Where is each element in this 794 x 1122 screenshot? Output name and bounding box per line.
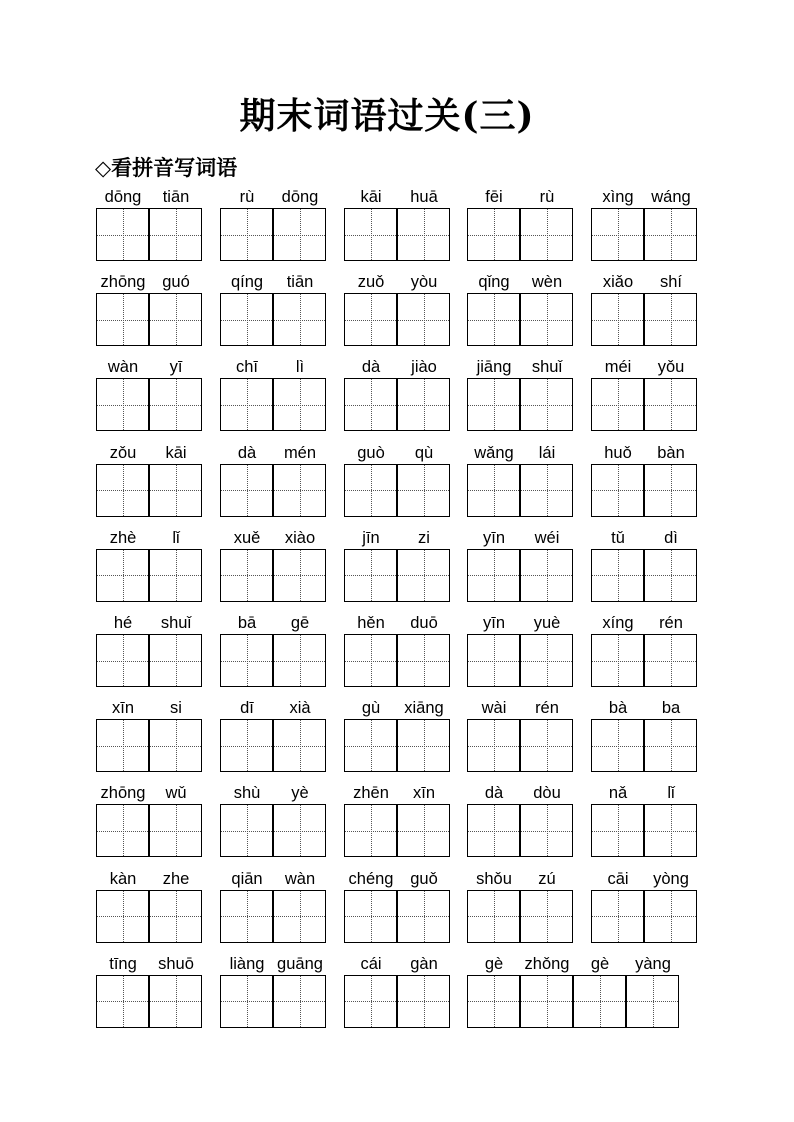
pinyin-syllable: xīn xyxy=(111,699,134,718)
writing-cell[interactable] xyxy=(149,549,202,602)
pinyin-syllable: rén xyxy=(659,614,683,632)
pinyin-syllable: rén xyxy=(535,699,559,718)
writing-cell[interactable] xyxy=(591,378,644,431)
writing-cell[interactable] xyxy=(344,464,397,517)
pinyin-syllable: si xyxy=(170,699,182,718)
pinyin-syllable: hé xyxy=(113,614,133,632)
pinyin-syllable: shǒu xyxy=(476,869,512,888)
pinyin-syllable: wàn xyxy=(107,358,139,377)
pinyin-syllable: dī xyxy=(240,699,254,718)
pinyin-syllable: shuǐ xyxy=(531,358,563,377)
writing-cell[interactable] xyxy=(149,975,202,1028)
pinyin-syllable: dōng xyxy=(104,188,142,206)
pinyin-syllable: yīn xyxy=(482,614,505,632)
pinyin-syllable: dōng xyxy=(281,188,319,206)
pinyin-syllable: xuě xyxy=(233,528,261,547)
pinyin-syllable: guǒ xyxy=(410,869,438,888)
pinyin-syllable: wài xyxy=(481,699,507,718)
pinyin-syllable: dà xyxy=(361,358,381,377)
pinyin-syllable: zhe xyxy=(162,869,190,888)
pinyin-syllable: wèn xyxy=(531,273,563,292)
pinyin-syllable: xià xyxy=(289,699,311,718)
pinyin-syllable: kāi xyxy=(165,443,187,462)
pinyin-syllable: mén xyxy=(283,443,317,462)
writing-cell[interactable] xyxy=(96,804,149,857)
pinyin-syllable: zǒu xyxy=(109,443,137,462)
writing-cell[interactable] xyxy=(344,549,397,602)
pinyin-syllable: bà xyxy=(608,699,628,718)
pinyin-syllable: fēi xyxy=(485,188,503,206)
writing-cell[interactable] xyxy=(573,975,626,1028)
pinyin-syllable: lì xyxy=(295,358,305,377)
writing-cell[interactable] xyxy=(273,804,326,857)
pinyin-syllable: kāi xyxy=(360,188,382,206)
writing-cell[interactable] xyxy=(96,890,149,943)
pinyin-syllable: rù xyxy=(539,188,555,206)
pinyin-syllable: kàn xyxy=(109,869,137,888)
writing-cell[interactable] xyxy=(644,464,697,517)
pinyin-syllable: jiào xyxy=(411,358,437,377)
writing-cell[interactable] xyxy=(220,719,273,772)
pinyin-syllable: dà xyxy=(484,784,504,803)
pinyin-syllable: qù xyxy=(414,443,434,462)
writing-cell[interactable] xyxy=(220,804,273,857)
pinyin-syllable: yòu xyxy=(410,273,438,292)
pinyin-syllable: tǔ xyxy=(611,528,625,547)
pinyin-syllable: liàng xyxy=(229,954,265,973)
writing-cell[interactable] xyxy=(644,293,697,346)
writing-cell[interactable] xyxy=(591,890,644,943)
pinyin-syllable: huā xyxy=(410,188,438,206)
pinyin-syllable: dì xyxy=(664,528,678,547)
pinyin-syllable: rù xyxy=(239,188,255,206)
pinyin-syllable: zhōng xyxy=(100,273,146,292)
pinyin-syllable: xiǎo xyxy=(602,273,634,292)
writing-cell[interactable] xyxy=(96,549,149,602)
writing-cell[interactable] xyxy=(520,464,573,517)
pinyin-syllable: cāi xyxy=(607,869,629,888)
pinyin-syllable: wǎng xyxy=(474,443,514,462)
pinyin-syllable: zuǒ xyxy=(357,273,385,292)
writing-cell[interactable] xyxy=(149,719,202,772)
pinyin-syllable: xīn xyxy=(412,784,435,803)
pinyin-syllable: xìng xyxy=(602,188,634,206)
writing-cell[interactable] xyxy=(520,378,573,431)
pinyin-syllable: lái xyxy=(538,443,556,462)
pinyin-syllable: gù xyxy=(361,699,381,718)
pinyin-syllable: shuǐ xyxy=(160,614,192,632)
pinyin-syllable: tīng xyxy=(109,954,137,973)
writing-cell[interactable] xyxy=(273,634,326,687)
writing-cell[interactable] xyxy=(644,378,697,431)
pinyin-syllable: zi xyxy=(418,528,430,547)
pinyin-syllable: zú xyxy=(538,869,556,888)
writing-cell[interactable] xyxy=(644,890,697,943)
writing-cell[interactable] xyxy=(520,208,573,261)
writing-cell[interactable] xyxy=(273,719,326,772)
writing-cell[interactable] xyxy=(467,804,520,857)
writing-cell[interactable] xyxy=(273,549,326,602)
writing-cell[interactable] xyxy=(96,293,149,346)
writing-cell[interactable] xyxy=(520,975,573,1028)
writing-cell[interactable] xyxy=(273,975,326,1028)
writing-cell[interactable] xyxy=(220,975,273,1028)
writing-cell[interactable] xyxy=(96,634,149,687)
writing-cell[interactable] xyxy=(149,378,202,431)
pinyin-syllable: yī xyxy=(169,358,183,377)
writing-cell[interactable] xyxy=(397,890,450,943)
writing-cell[interactable] xyxy=(644,634,697,687)
writing-cell[interactable] xyxy=(220,890,273,943)
writing-cell[interactable] xyxy=(149,634,202,687)
writing-cell[interactable] xyxy=(397,634,450,687)
pinyin-syllable: wàn xyxy=(284,869,316,888)
writing-cell[interactable] xyxy=(520,890,573,943)
pinyin-syllable: guò xyxy=(357,443,385,462)
writing-cell[interactable] xyxy=(591,804,644,857)
writing-cell[interactable] xyxy=(644,804,697,857)
pinyin-syllable: chéng xyxy=(348,869,394,888)
writing-cell[interactable] xyxy=(626,975,679,1028)
writing-cell[interactable] xyxy=(96,378,149,431)
pinyin-syllable: jiāng xyxy=(476,358,512,377)
writing-cell[interactable] xyxy=(149,464,202,517)
pinyin-syllable: bàn xyxy=(657,443,685,462)
writing-cell[interactable] xyxy=(467,975,520,1028)
writing-cell[interactable] xyxy=(397,208,450,261)
writing-cell[interactable] xyxy=(96,464,149,517)
pinyin-syllable: ba xyxy=(661,699,681,718)
pinyin-syllable: dòu xyxy=(533,784,561,803)
pinyin-syllable: zhǒng xyxy=(524,954,570,973)
writing-cell[interactable] xyxy=(96,208,149,261)
writing-cell[interactable] xyxy=(591,719,644,772)
writing-cell[interactable] xyxy=(520,719,573,772)
pinyin-syllable: cái xyxy=(360,954,382,973)
pinyin-syllable: tiān xyxy=(162,188,190,206)
pinyin-syllable: nǎ xyxy=(608,784,628,803)
writing-cell[interactable] xyxy=(591,634,644,687)
pinyin-syllable: zhōng xyxy=(100,784,146,803)
pinyin-syllable: shuō xyxy=(158,954,194,973)
pinyin-syllable: yè xyxy=(291,784,309,803)
pinyin-syllable: tiān xyxy=(286,273,314,292)
writing-cell[interactable] xyxy=(467,549,520,602)
writing-cell[interactable] xyxy=(96,975,149,1028)
pinyin-syllable: shí xyxy=(659,273,682,292)
writing-cell[interactable] xyxy=(220,378,273,431)
pinyin-syllable: gè xyxy=(484,954,504,973)
pinyin-syllable: lǐ xyxy=(172,528,180,547)
pinyin-syllable: wéi xyxy=(534,528,560,547)
writing-cell[interactable] xyxy=(591,293,644,346)
pinyin-syllable: wáng xyxy=(651,188,691,206)
pinyin-syllable: gē xyxy=(290,614,310,632)
writing-cell[interactable] xyxy=(96,719,149,772)
pinyin-syllable: zhè xyxy=(109,528,137,547)
pinyin-syllable: lǐ xyxy=(667,784,675,803)
pinyin-syllable: yuè xyxy=(533,614,561,632)
pinyin-syllable: xíng xyxy=(602,614,634,632)
writing-cell[interactable] xyxy=(344,293,397,346)
writing-cell[interactable] xyxy=(273,890,326,943)
pinyin-syllable: huǒ xyxy=(604,443,632,462)
writing-cell[interactable] xyxy=(644,208,697,261)
pinyin-syllable: shù xyxy=(233,784,261,803)
writing-cell[interactable] xyxy=(397,293,450,346)
writing-cell[interactable] xyxy=(467,208,520,261)
writing-cell[interactable] xyxy=(344,634,397,687)
pinyin-syllable: bā xyxy=(237,614,257,632)
pinyin-syllable: qíng xyxy=(230,273,264,292)
pinyin-syllable: chī xyxy=(235,358,258,377)
writing-cell[interactable] xyxy=(591,464,644,517)
writing-cell[interactable] xyxy=(397,464,450,517)
writing-cell[interactable] xyxy=(149,293,202,346)
writing-cell[interactable] xyxy=(344,890,397,943)
pinyin-syllable: duō xyxy=(410,614,438,632)
pinyin-syllable: yàng xyxy=(635,954,671,973)
section-title: ◇看拼音写词语 xyxy=(95,155,238,180)
writing-cell[interactable] xyxy=(149,890,202,943)
pinyin-syllable: wǔ xyxy=(165,784,187,803)
writing-cell[interactable] xyxy=(344,208,397,261)
writing-cell[interactable] xyxy=(591,549,644,602)
writing-cell[interactable] xyxy=(467,719,520,772)
writing-cell[interactable] xyxy=(397,804,450,857)
writing-cell[interactable] xyxy=(467,634,520,687)
pinyin-syllable: yīn xyxy=(482,528,505,547)
writing-cell[interactable] xyxy=(520,549,573,602)
writing-cell[interactable] xyxy=(520,634,573,687)
writing-cell[interactable] xyxy=(397,378,450,431)
writing-cell[interactable] xyxy=(591,208,644,261)
writing-cell[interactable] xyxy=(344,804,397,857)
pinyin-syllable: jīn xyxy=(362,528,380,547)
writing-cell[interactable] xyxy=(273,293,326,346)
writing-cell[interactable] xyxy=(467,464,520,517)
writing-cell[interactable] xyxy=(220,208,273,261)
pinyin-syllable: yǒu xyxy=(657,358,685,377)
pinyin-syllable: hěn xyxy=(357,614,385,632)
writing-cell[interactable] xyxy=(220,293,273,346)
pinyin-syllable: zhēn xyxy=(353,784,389,803)
writing-cell[interactable] xyxy=(644,719,697,772)
writing-cell[interactable] xyxy=(149,208,202,261)
pinyin-syllable: guó xyxy=(162,273,190,292)
writing-cell[interactable] xyxy=(273,378,326,431)
writing-cell[interactable] xyxy=(344,378,397,431)
pinyin-syllable: xiào xyxy=(284,528,316,547)
pinyin-syllable: qǐng xyxy=(478,273,510,292)
writing-cell[interactable] xyxy=(467,378,520,431)
page-title: 期末词语过关(三) xyxy=(239,95,535,137)
writing-cell[interactable] xyxy=(220,634,273,687)
writing-cell[interactable] xyxy=(520,804,573,857)
pinyin-syllable: qiān xyxy=(231,869,263,888)
writing-cell[interactable] xyxy=(397,549,450,602)
pinyin-syllable: xiāng xyxy=(404,699,444,718)
writing-cell[interactable] xyxy=(397,975,450,1028)
pinyin-syllable: dà xyxy=(237,443,257,462)
writing-cell[interactable] xyxy=(273,464,326,517)
writing-cell[interactable] xyxy=(220,549,273,602)
writing-cell[interactable] xyxy=(467,890,520,943)
pinyin-syllable: gàn xyxy=(410,954,438,973)
pinyin-syllable: yòng xyxy=(653,869,689,888)
writing-cell[interactable] xyxy=(520,293,573,346)
writing-cell[interactable] xyxy=(149,804,202,857)
writing-cell[interactable] xyxy=(644,549,697,602)
pinyin-syllable: méi xyxy=(604,358,632,377)
writing-cell[interactable] xyxy=(344,719,397,772)
pinyin-syllable: guāng xyxy=(277,954,323,973)
writing-cell[interactable] xyxy=(220,464,273,517)
writing-cell[interactable] xyxy=(273,208,326,261)
pinyin-syllable: gè xyxy=(590,954,610,973)
writing-cell[interactable] xyxy=(344,975,397,1028)
writing-cell[interactable] xyxy=(467,293,520,346)
writing-cell[interactable] xyxy=(397,719,450,772)
